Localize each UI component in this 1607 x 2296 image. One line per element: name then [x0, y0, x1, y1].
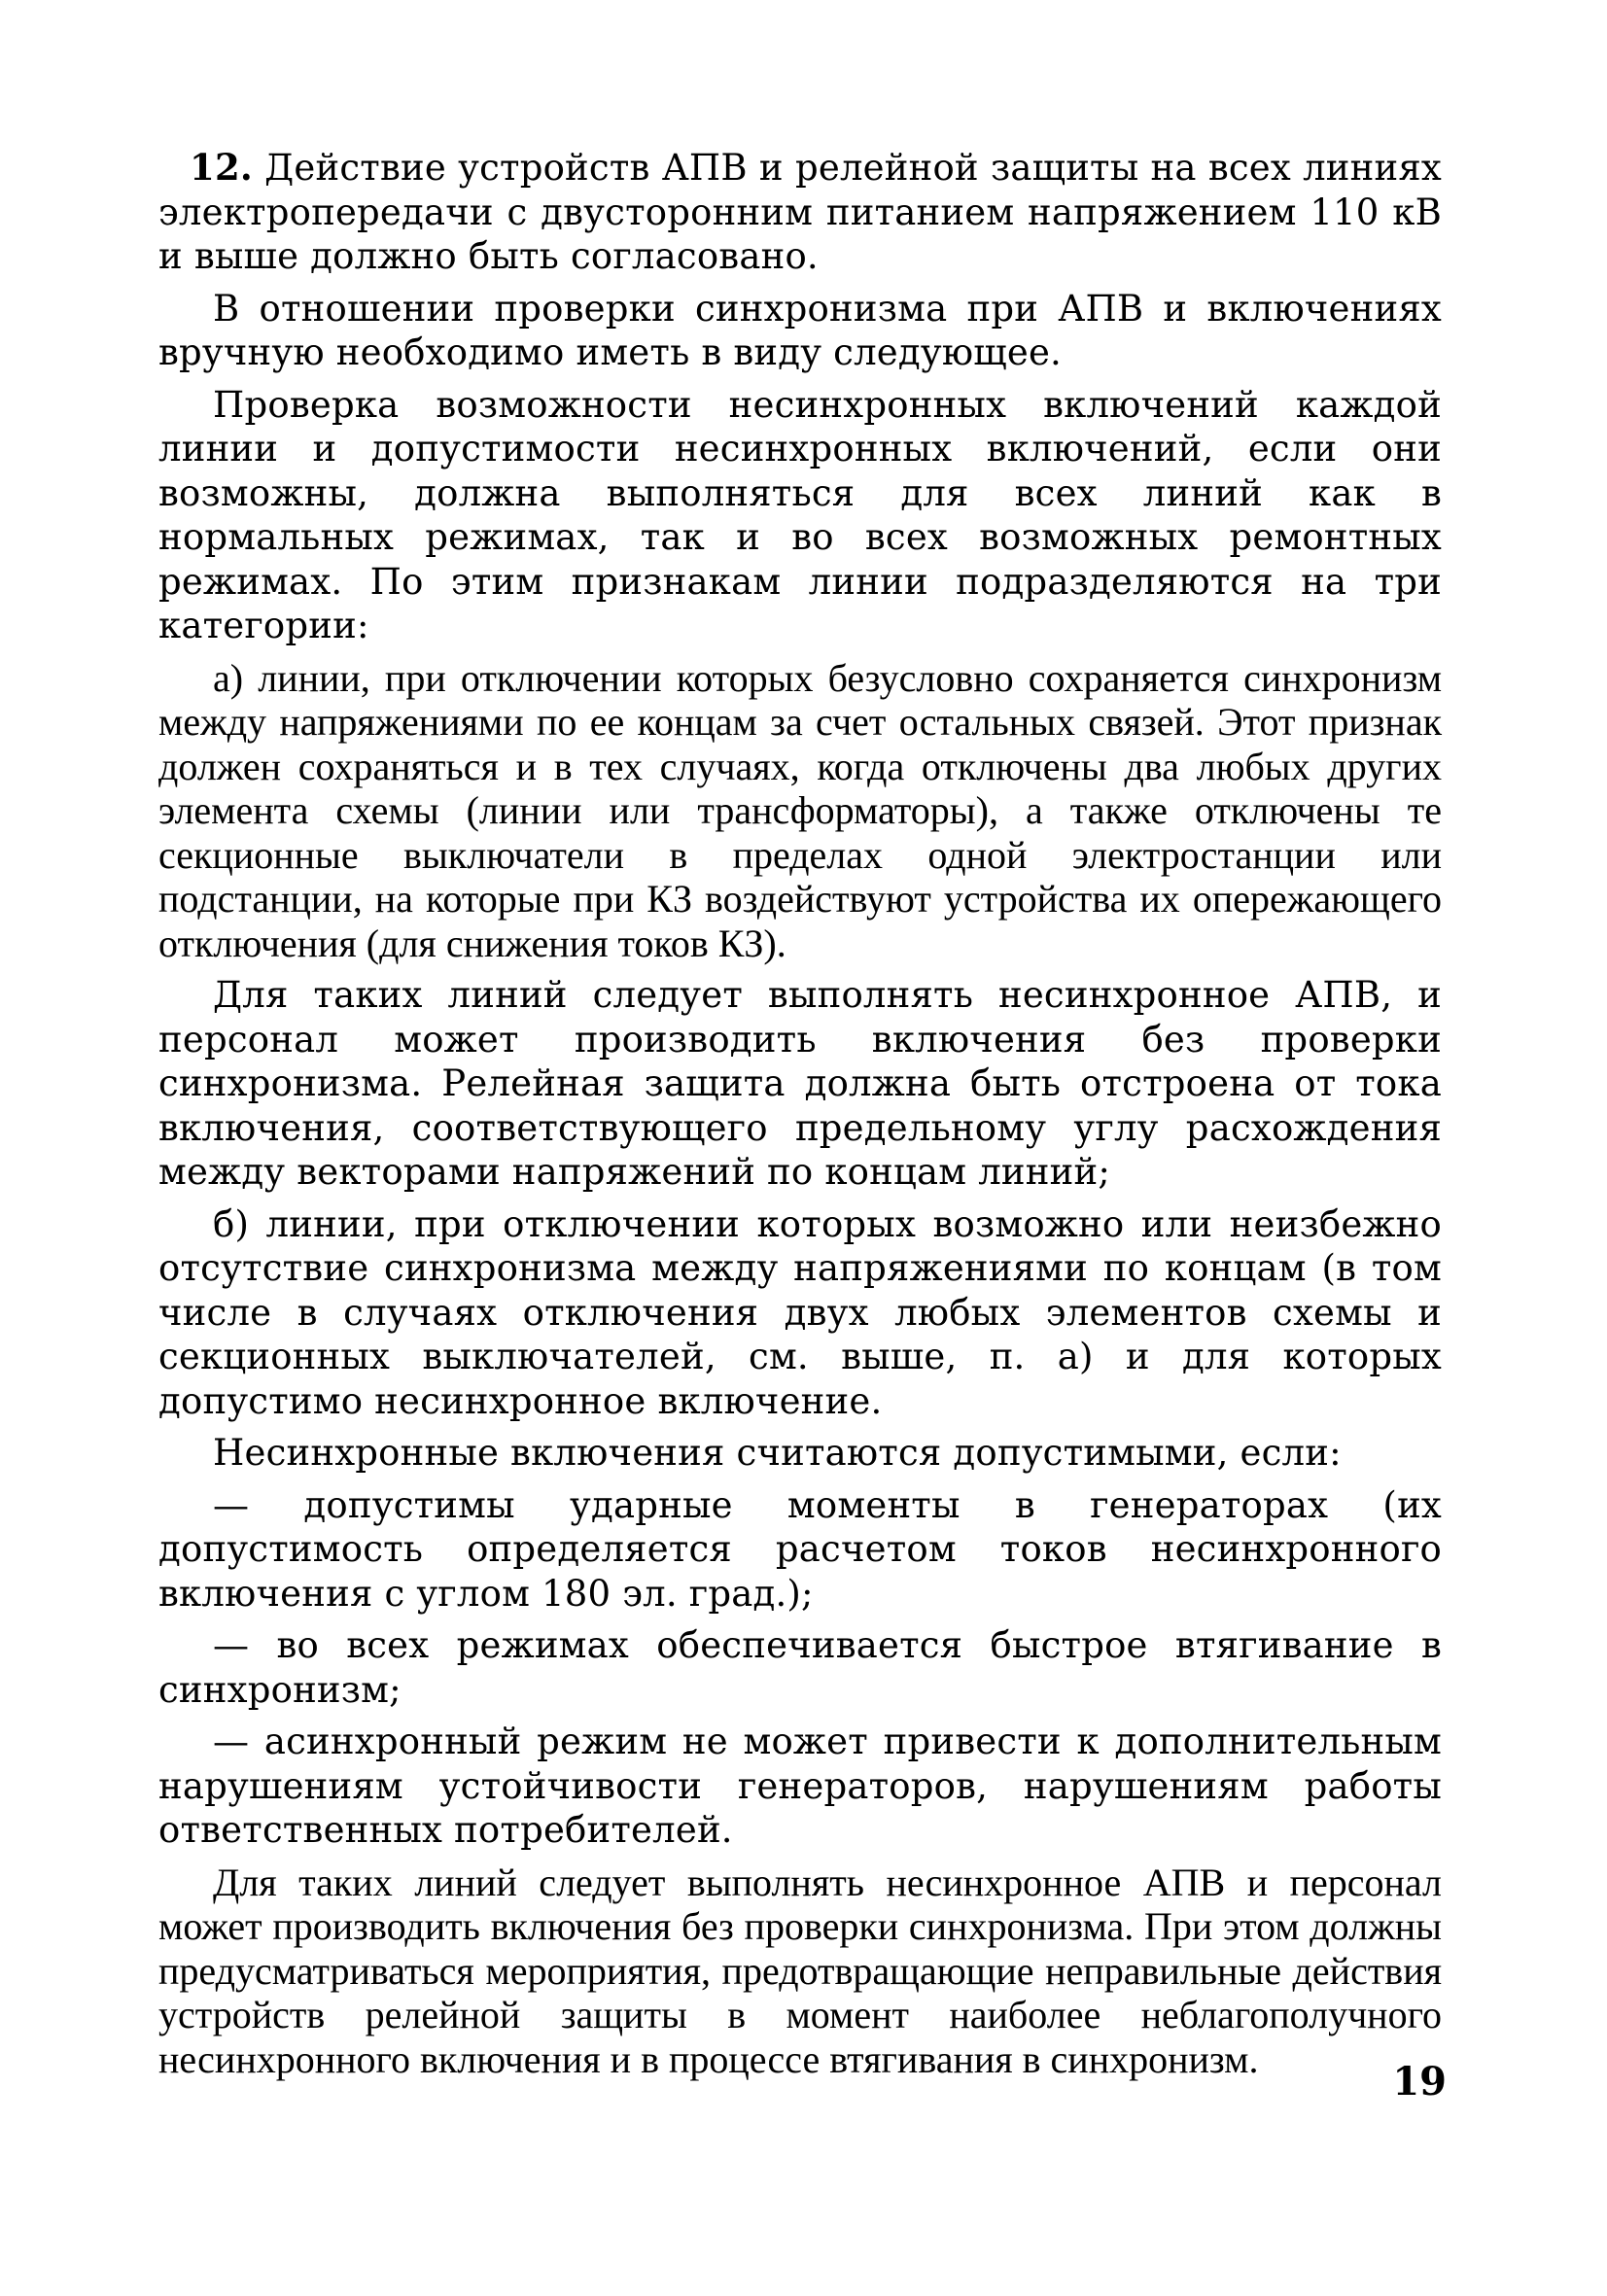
paragraph: Несинхронные включения считаются допустимыми, если: — [213, 1432, 1342, 1474]
paragraph: Для таких линий следует выполнять несинхронное АПВ, и персонал может производить включения без проверки синхронизма. Релейная защита должна быть отстроена от тока включения, соответствующего предельному углу расхождения между векторами напряжений по концам линий; — [158, 974, 1442, 1193]
list-item: — во всех режимах обеспечивается быстрое втягивание в синхронизм; — [158, 1624, 1442, 1711]
page-number: 19 — [1392, 2059, 1447, 2105]
body-text — [158, 146, 1442, 2089]
list-item: — допустимы ударные моменты в генераторах (их допустимость определяется расчетом токов несинхронного включения с углом 180 эл. град.); — [158, 1483, 1442, 1615]
paragraph-text: Действие устройств АПВ и релейной защиты на всех линиях электропередачи с двусторонним питанием напряжением 110 кВ и выше должно быть согласовано. — [158, 147, 1442, 277]
paragraph-category-b: б) линии, при отключении которых возможно или неизбежно отсутствие синхронизма между напряжениями по концам (в том числе в случаях отключения двух любых элементов схемы и секционных выключателей, см. выше, п. а) и для которых допустимо несинхронное включение. — [158, 1202, 1442, 1422]
item-number: 12. — [190, 146, 253, 189]
paragraph: Проверка возможности несинхронных включений каждой линии и допустимости несинхронных включений, если они возможны, должна выполняться для всех линий как в нормальных режимах, так и во всех возможных ремонтных режимах. По этим признакам линии подразделяются на три категории: — [158, 383, 1442, 646]
paragraph: В отношении проверки синхронизма при АПВ и включениях вручную необходимо иметь в виду следующее. — [158, 287, 1442, 373]
paragraph-category-a: а) линии, при отключении которых безусловно сохраняется синхронизм между напряжениями по ее концам за счет остальных связей. Этот признак должен сохраняться и в тех случаях, когда отключены два любых других элемента схемы (линии или трансформаторы), а также отключены те секционные выключатели в пределах одной электростанции или подстанции, на которые при КЗ воздействуют устройства их опережающего отключения (для снижения токов КЗ). — [158, 655, 1442, 965]
paragraph: Для таких линий следует выполнять несинхронное АПВ и персонал может производить включения без проверки синхронизма. При этом должны предусматриваться мероприятия, предотвращающие неправильные действия устройств релейной защиты в момент наиболее неблагополучного несинхронного включения и в процессе втягивания в синхронизм. — [158, 1860, 1442, 2081]
list-item: — асинхронный режим не может привести к дополнительным нарушениям устойчивости генераторов, нарушениям работы ответственных потребителей. — [158, 1721, 1442, 1851]
paragraph-item-12 — [158, 146, 1442, 279]
